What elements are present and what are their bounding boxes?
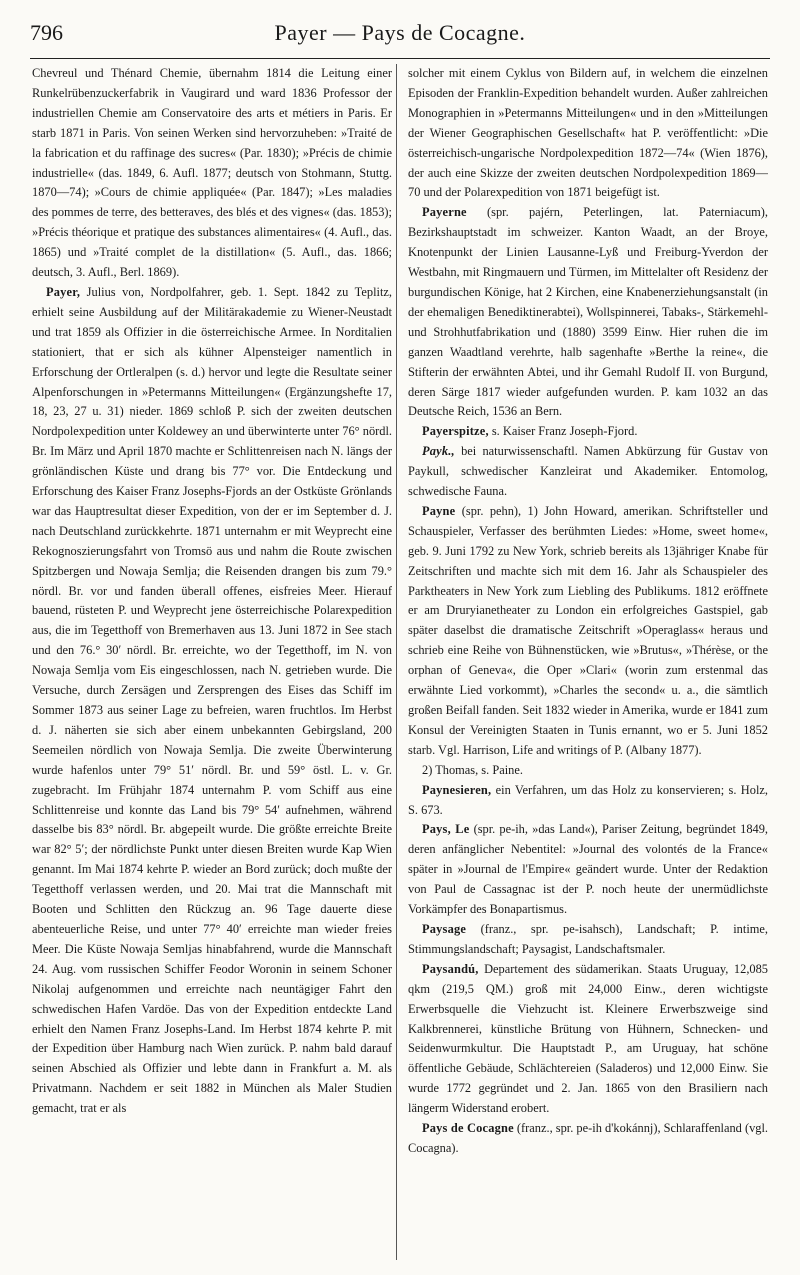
entry-text: solcher mit einem Cyklus von Bildern auf, in welchem die einzelnen Episoden der Franklin-Expedition behandelt wurden. Außer zahlreichen Monographien in »Petermanns Mitteilungen« und in den »Mitteilungen der Wiener Geographischen Gesellschaft« hat P. veröffentlicht: »Die österreichisch-ungarische Nordpolexpedition 1872—74« (Wien 1876), der auch eine Skizze der zweiten deutschen Nordpolexpedition 1869—70 und der Polarexpedition von 1871 beigefügt ist. (408, 66, 768, 200)
page-header (30, 10, 770, 50)
entry-payerspitze (408, 422, 768, 442)
entry-paysandu (408, 960, 768, 1119)
entry-text: Chevreul und Thénard Chemie, übernahm 1814 die Leitung einer Runkelrübenzuckerfabrik in Vaugirard und ward 1836 Professor der industriellen Chemie am Conservatoire des arts et métiers in Paris. Er starb 1871 in Paris. Von seinen Werken sind hervorzuheben: »Traité de la fabrication et du raffinage des sucres« (Par. 1830); »Précis de chimie industrielle« (das. 1849, 6. Aufl. 1877; deutsch von Stohmann, Stuttg. 1870—74); »Cours de chimie appliquée« (Par. 1847); »Les maladies des pommes de terre, des betteraves, des blés et des vignes« (das. 1853); »Précis théorique et pratique des substances alimentaires« (4. Aufl., das. 1865) und »Traité complet de la distillation« (5. Aufl., das. 1866; deutsch, 3. Aufl., Berl. 1869). (32, 66, 392, 280)
left-column (32, 64, 392, 1260)
entry-headword: Payk., (422, 444, 455, 459)
page-number: 796 (30, 20, 63, 45)
entry-text: bei naturwissenschaftl. Namen Abkürzung für Gustav von Paykull, schwedischer Kanzleirat und Akademiker. Entomolog, schwedische Fauna. (408, 444, 768, 499)
entry-headword: Payerspitze, (422, 424, 489, 439)
entry-paysage (408, 920, 768, 960)
entry-payer (32, 283, 392, 1119)
entry-headword: Payne (422, 503, 456, 518)
entry-headword: Payer, (46, 284, 81, 299)
running-head: Payer — Pays de Cocagne. (274, 20, 526, 45)
entry-payne (408, 502, 768, 761)
entry-payerne (408, 203, 768, 422)
entry-headword: Payerne (422, 205, 467, 220)
entry-text: Departement des südamerikan. Staats Uruguay, 12,085 qkm (219,5 QM.) groß mit 24,000 Einw., deren wichtigste Erwerbsquelle die Viehzucht ist. Kleinere Erwerbszweige sind Kalkbrennerei, künstliche Brütung von Hühnern, Schnecken- und Seidenwurmkultur. Die Hauptstadt P., am Uruguay, hat schöne öffentliche Gebäude, Schlächtereien (Saladeros) und 12,000 Einw. Sie wurde 1772 gegründet und 2. Jan. 1865 von den Brasiliern nach längerm Widerstand erobert. (408, 961, 768, 1116)
entry-text: (spr. pe-ih, »das Land«), Pariser Zeitung, begründet 1849, deren anfänglicher Nebentitel: »Journal des volontés de la France« später in »Journal de l'Empire« geändert wurde. Unter der Redaktion von Paul de Cassagnac ist der P. noch heute der unermüdlichste Vorkämpfer des Bonapartismus. (408, 822, 768, 917)
entry-text: (franz., spr. pe-ih d'kokánnj), Schlaraffenland (vgl. Cocagna). (408, 1121, 768, 1155)
entry-text: 2) Thomas, s. Paine. (422, 762, 523, 777)
entry-pays-le (408, 820, 768, 920)
entry-text: (franz., spr. pe-isahsch), Landschaft; P. intime, Stimmungslandschaft; Paysagist, Landschaftsmaler. (408, 921, 768, 956)
entry-pays-de-cocagne (408, 1119, 768, 1159)
entry-headword: Pays, Le (422, 822, 470, 837)
column-divider (396, 64, 397, 1260)
entry-payer-continuation (408, 64, 768, 203)
entry-text: s. Kaiser Franz Joseph-Fjord. (491, 424, 638, 439)
right-column (408, 64, 768, 1260)
entry-headword: Paysage (422, 921, 467, 936)
entry-text: (spr. pehn), 1) John Howard, amerikan. Schriftsteller und Schauspieler, Verfasser des berühmten Liedes: »Home, sweet home«, geb. 9. Juni 1792 zu New York, schrieb bereits als 13jähriger Knabe für Zeitschriften und machte sich mit dem 16. Jahr als Schauspieler des Parktheaters in New York zum Liebling des Publikums. 1812 eröffnete er am Druryianetheater zu London ein erfolgreiches Gastspiel, gab später daselbst die dramatische Zeitschrift »Operaglass« heraus und schrieb eine Reihe von Bühnenstücken, wie »Brutus«, »Thérèse, or the orphan of Geneva«, die Oper »Clari« (worin zum erstenmal das erwähnte Lied vorkommt), »Charles the second« u. a., die sämtlich großen Beifall fanden. Seit 1832 wieder in Amerika, wurde er 1841 zum Konsul der Vereinigten Staaten in Tunis ernannt, wo er 5. Juni 1852 starb. Vgl. Harrison, Life and writings of P. (Albany 1877). (408, 503, 768, 757)
header-rule (30, 58, 770, 59)
entry-payen-continuation (32, 64, 392, 283)
entry-payne-thomas (408, 761, 768, 781)
entry-headword: Paynesieren, (422, 782, 492, 797)
entry-text: (spr. pajérn, Peterlingen, lat. Paterniacum), Bezirkshauptstadt im schweizer. Kanton Waadt, an der Broye, Knotenpunkt der Linien Lausanne-Lyß und Freiburg-Yverdon der Westbahn, mit Ringmauern und Türmen, im Mittelalter oft Residenz der burgundischen Könige, hat 2 Kirchen, eine Knabenerziehungsanstalt (in der ehemaligen Benediktinerabtei), Wollspinnerei, Tabaks-, Stärkemehl- und Strohhutfabrikation und (1880) 3599 Einw. Hier ruhen die im ganzen Waadtland verehrte, halb sagenhafte »Berthe la reine«, die Stifterin der erwähnten Abtei, und ihr Gemahl Rudolf II. von Burgund, deren Särge 1817 wieder aufgefunden wurden. P. kam 1032 an das Deutsche Reich, 1536 an Bern. (408, 205, 768, 419)
entry-headword: Pays de Cocagne (422, 1121, 514, 1136)
entry-text: Julius von, Nordpolfahrer, geb. 1. Sept. 1842 zu Teplitz, erhielt seine Ausbildung auf der Militärakademie zu Wiener-Neustadt und trat 1859 als Offizier in die österreichische Armee. In Norditalien stationiert, that er sich als kühner Alpensteiger namentlich in Erforschung der Ortleralpen (s. d.) hervor und legte die Resultate seiner Alpenforschungen in »Petermanns Mitteilungen« (Ergänzungshefte 17, 18, 23, 27 u. 31) nieder. 1869 schloß P. sich der zweiten deutschen Nordpolexpedition unter Koldewey an und überwinterte unter 76° nördl. Br. Im März und April 1870 machte er Schlittenreisen nach N. längs der grönländischen Küste und drang bis 77° vor. Die Entdeckung und Erforschung des Kaiser Franz Josephs-Fjords an der Ostküste Grönlands war das Hauptresultat dieser Expedition, von der er im September d. J. nach Deutschland zurückkehrte. 1871 unternahm er mit Weyprecht eine Rekognoszierungsfahrt von Tromsö aus und nahm die Route zwischen Spitzbergen und Nowaja Semlja; die Reisenden drangen bis zum 79.° nördl. Br. vor und fanden überall offenes, eisfreies Meer. Hierauf bauend, rüsteten P. und Weyprecht jene österreichische Polarexpedition aus, die im Tegetthoff von Bremerhaven aus 13. Juni 1872 in See stach und den 76.° 30′ nördl. Br. erreichte, wo der Tegetthoff, im N. von Nowaja Semlja vom Eis eingeschlossen, nach N. getrieben wurde. Die Versuche, durch Zersägen und Zersprengen des Eises das Schiff im Sommer 1873 aus seiner Lage zu befreien, waren fruchtlos. Im Herbst d. J. näherten sie sich aber einem unbekannten Gebirgsland, 200 Seemeilen nördlich von Nowaja Semlja. Die zweite Überwinterung wurde hafenlos unter 79° 51′ nördl. Br. und 59° östl. L. v. Gr. zugebracht. Im Frühjahr 1874 unternahm P. vom Schiff aus eine Schlittenreise und konnte das Land bis 79° 54′ aufnehmen, während dasselbe bis 83° nördl. Br. abgepeilt wurde. Die größte erreichte Breite war 82° 5′; der nördlichste Punkt unter diesen Breiten wurde Kap Wien genannt. Im Mai 1874 kehrte P. wieder an Bord zurück; doch mußte der Tegetthoff verlassen werden, und 20. Mai trat die Mannschaft mit Booten und Schlitten den Rückzug an. 96 Tage dauerte diese abenteuerliche Reise, und unter 77° 40′ erreichte man wieder freies Meer. Die Küste Nowaja Semljas hinabfahrend, wurde die Mannschaft 24. Aug. vom russischen Schiffer Feodor Woronin in seinem Schoner Nikolaj aufgenommen und erreichte nach neuntägiger Fahrt den schwedischen Hafen Vardöe. Das von der Expedition entdeckte Land erhielt den Namen Franz Josephs-Land. Im Herbst 1874 kehrte P. mit der Expedition über Hamburg nach Wien zurück. P. nahm bald darauf seinen Abschied als Offizier und lebte dann in Frankfurt a. M. als Privatmann. Nachdem er seit 1882 in München als Maler Studien gemacht, trat er als (32, 284, 392, 1116)
entry-paynesieren (408, 781, 768, 821)
entry-headword: Paysandú, (422, 961, 479, 976)
entry-text: ein Verfahren, um das Holz zu konservieren; s. Holz, S. 673. (408, 782, 768, 817)
entry-payk (408, 442, 768, 502)
